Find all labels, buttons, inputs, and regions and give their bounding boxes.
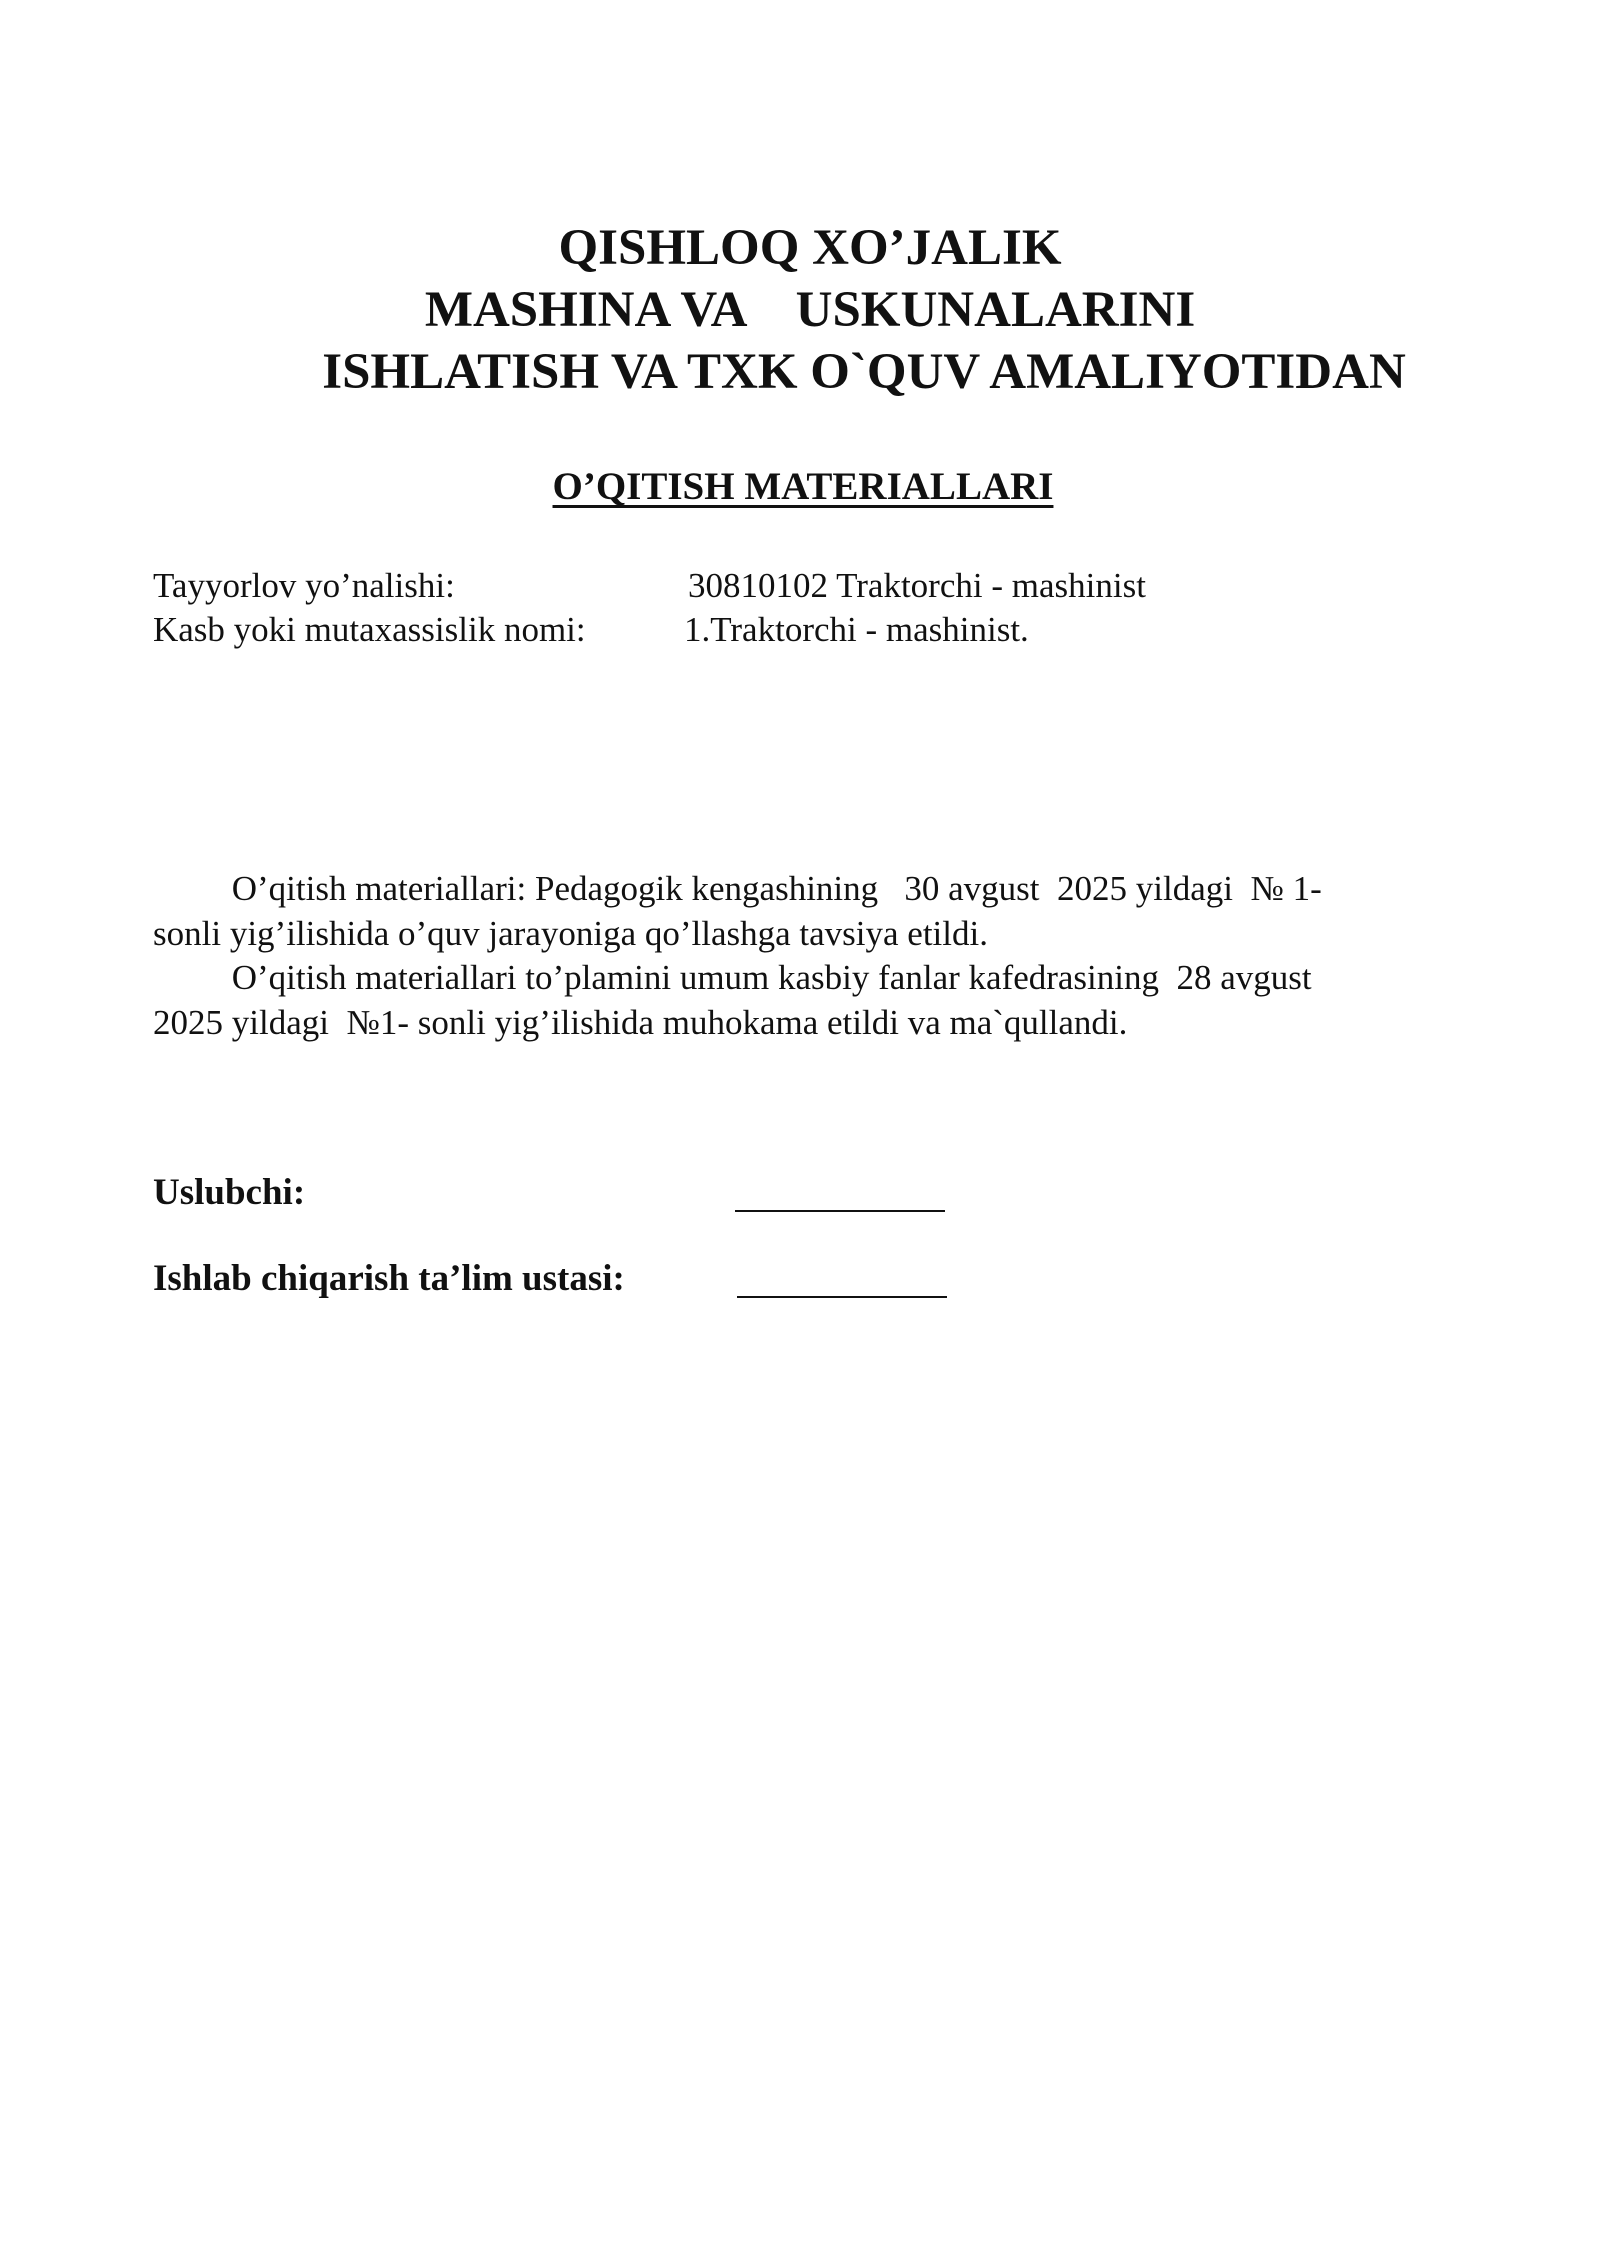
- paragraph-line: O’qitish materiallari to’plamini umum kasbiy fanlar kafedrasining 28 avgust: [153, 958, 1312, 997]
- profession-name-label: Kasb yoki mutaxassislik nomi:: [153, 610, 586, 649]
- title-line-2: MASHINA VA USKUNALARINI: [424, 282, 1196, 338]
- methodologist-signature-line: [735, 1210, 945, 1212]
- profession-name-value: 1.Traktorchi - mashinist.: [684, 610, 1029, 649]
- document-subtitle: O’QITISH MATERIALLARI: [552, 465, 1054, 508]
- training-direction-label: Tayyorlov yo’nalishi:: [153, 566, 455, 605]
- paragraph-line: 2025 yildagi №1- sonli yig’ilishida muhokama etildi va ma`qullandi.: [153, 1003, 1128, 1042]
- approval-paragraph-department: [153, 955, 1418, 1045]
- methodologist-signature-label: Uslubchi:: [153, 1172, 306, 1213]
- approval-paragraph-pedagogical-council: [153, 866, 1418, 956]
- paragraph-line: O’qitish materiallari: Pedagogik kengashining 30 avgust 2025 yildagi № 1-: [153, 869, 1322, 908]
- training-master-signature-label: Ishlab chiqarish ta’lim ustasi:: [153, 1258, 625, 1299]
- title-line-3: ISHLATISH VA TXK O`QUV AMALIYOTIDAN: [322, 344, 1406, 400]
- training-master-signature-line: [737, 1296, 947, 1298]
- title-line-1: QISHLOQ XO’JALIK: [558, 220, 1062, 276]
- training-direction-value: 30810102 Traktorchi - mashinist: [688, 566, 1146, 605]
- paragraph-line: sonli yig’ilishida o’quv jarayoniga qo’llashga tavsiya etildi.: [153, 914, 988, 953]
